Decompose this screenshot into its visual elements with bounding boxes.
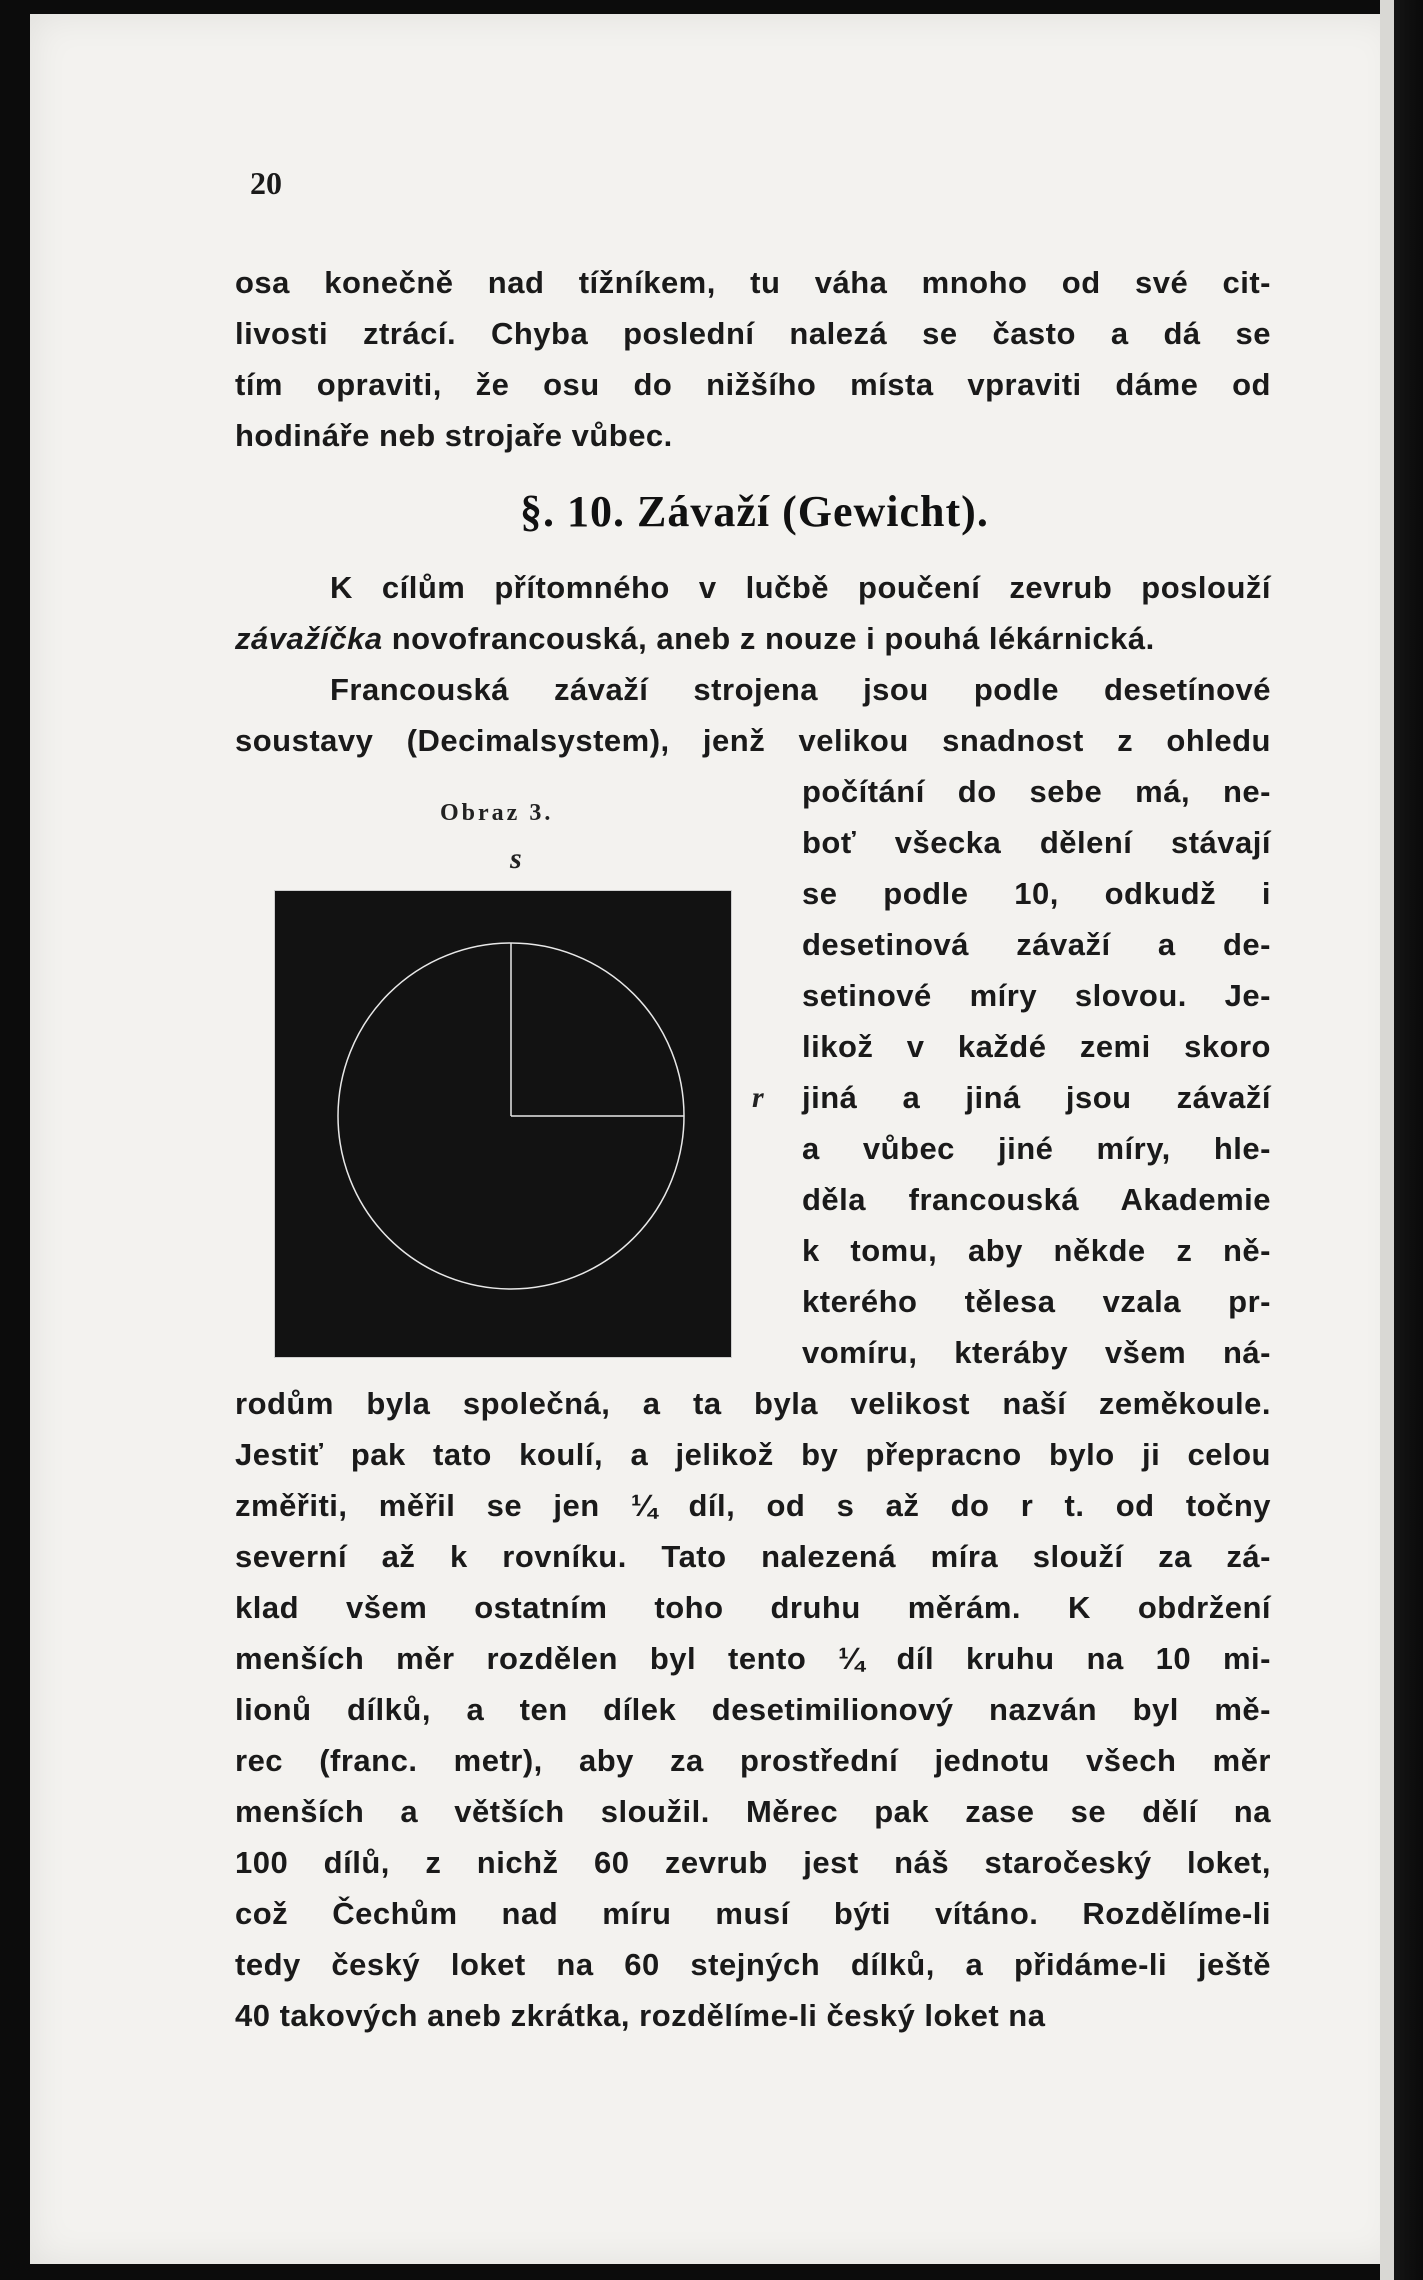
text-line: tím opraviti, že osu do nižšího místa vpraviti dáme od bbox=[235, 367, 1271, 402]
text-line: jiná a jiná jsou závaží bbox=[802, 1080, 1271, 1115]
text-line: počítání do sebe má, ne- bbox=[802, 774, 1271, 809]
text-line: kterého tělesa vzala pr- bbox=[802, 1284, 1271, 1319]
text-line: livosti ztrácí. Chyba poslední nalezá se často a dá se bbox=[235, 316, 1271, 351]
text-line: menších měr rozdělen byl tento ¼ díl kruhu na 10 mi- bbox=[235, 1641, 1271, 1676]
italic-term: závažíčka bbox=[235, 621, 383, 656]
text-line: k tomu, aby někde z ně- bbox=[802, 1233, 1271, 1268]
page-number: 20 bbox=[250, 165, 282, 201]
section-heading: §. 10. Závaží (Gewicht). bbox=[520, 487, 989, 536]
figure-label-s: s bbox=[510, 842, 522, 875]
text-line: děla francouská Akademie bbox=[802, 1182, 1271, 1217]
text-line: klad všem ostatním toho druhu měrám. K obdržení bbox=[235, 1590, 1271, 1625]
text-line: desetinová závaží a de- bbox=[802, 927, 1271, 962]
text-line: soustavy (Decimalsystem), jenž velikou snadnost z ohledu bbox=[235, 723, 1271, 758]
text-line: 40 takových aneb zkrátka, rozdělíme-li český loket na bbox=[235, 1998, 1046, 2033]
earth-quadrant-figure bbox=[274, 890, 732, 1358]
text-line: Jestiť pak tato koulí, a jelikož by přepracno bylo ji celou bbox=[235, 1437, 1271, 1472]
text-line bbox=[235, 613, 1271, 664]
text-line: hodináře neb strojaře vůbec. bbox=[235, 418, 673, 453]
text-line: setinové míry slovou. Je- bbox=[802, 978, 1271, 1013]
text-line: tedy český loket na 60 stejných dílků, a přidáme-li ještě bbox=[235, 1947, 1271, 1982]
text-line: osa konečně nad tížníkem, tu váha mnoho od své cit- bbox=[235, 265, 1271, 300]
text-line: boť všecka dělení stávají bbox=[802, 825, 1271, 860]
text-line: změřiti, měřil se jen ¼ díl, od s až do r t. od točny bbox=[235, 1488, 1271, 1523]
text-fragment: novofrancouská, aneb z nouze i pouhá lékárnická. bbox=[391, 621, 1155, 656]
text-line: rec (franc. metr), aby za prostřední jednotu všech měr bbox=[235, 1743, 1271, 1778]
text-line: se podle 10, odkudž i bbox=[802, 876, 1271, 911]
figure-background bbox=[274, 890, 732, 1358]
figure-label-r: r bbox=[752, 1081, 764, 1114]
figure-caption: Obraz 3. bbox=[440, 800, 554, 826]
page-edge bbox=[1380, 0, 1423, 2280]
text-line: 100 dílů, z nichž 60 zevrub jest náš staročeský loket, bbox=[235, 1845, 1271, 1880]
text-line: Francouská závaží strojena jsou podle desetínové bbox=[330, 672, 1271, 707]
text-line: rodům byla společná, a ta byla velikost naší zeměkoule. bbox=[235, 1386, 1271, 1421]
paragraph-1 bbox=[235, 257, 1271, 461]
text-line: a vůbec jiné míry, hle- bbox=[802, 1131, 1271, 1166]
text-line: K cílům přítomného v lučbě poučení zevrub poslouží bbox=[330, 570, 1271, 605]
text-line: což Čechům nad míru musí býti vítáno. Rozdělíme-li bbox=[235, 1896, 1271, 1931]
paragraph-2 bbox=[235, 562, 1271, 664]
text-line: lionů dílků, a ten dílek desetimilionový nazván byl mě- bbox=[235, 1692, 1271, 1727]
text-line: likož v každé zemi skoro bbox=[802, 1029, 1271, 1064]
text-line: vomíru, kteráby všem ná- bbox=[802, 1335, 1271, 1370]
text-line: menších a větších sloužil. Měrec pak zase se dělí na bbox=[235, 1794, 1271, 1829]
text-line: severní až k rovníku. Tato nalezená míra slouží za zá- bbox=[235, 1539, 1271, 1574]
